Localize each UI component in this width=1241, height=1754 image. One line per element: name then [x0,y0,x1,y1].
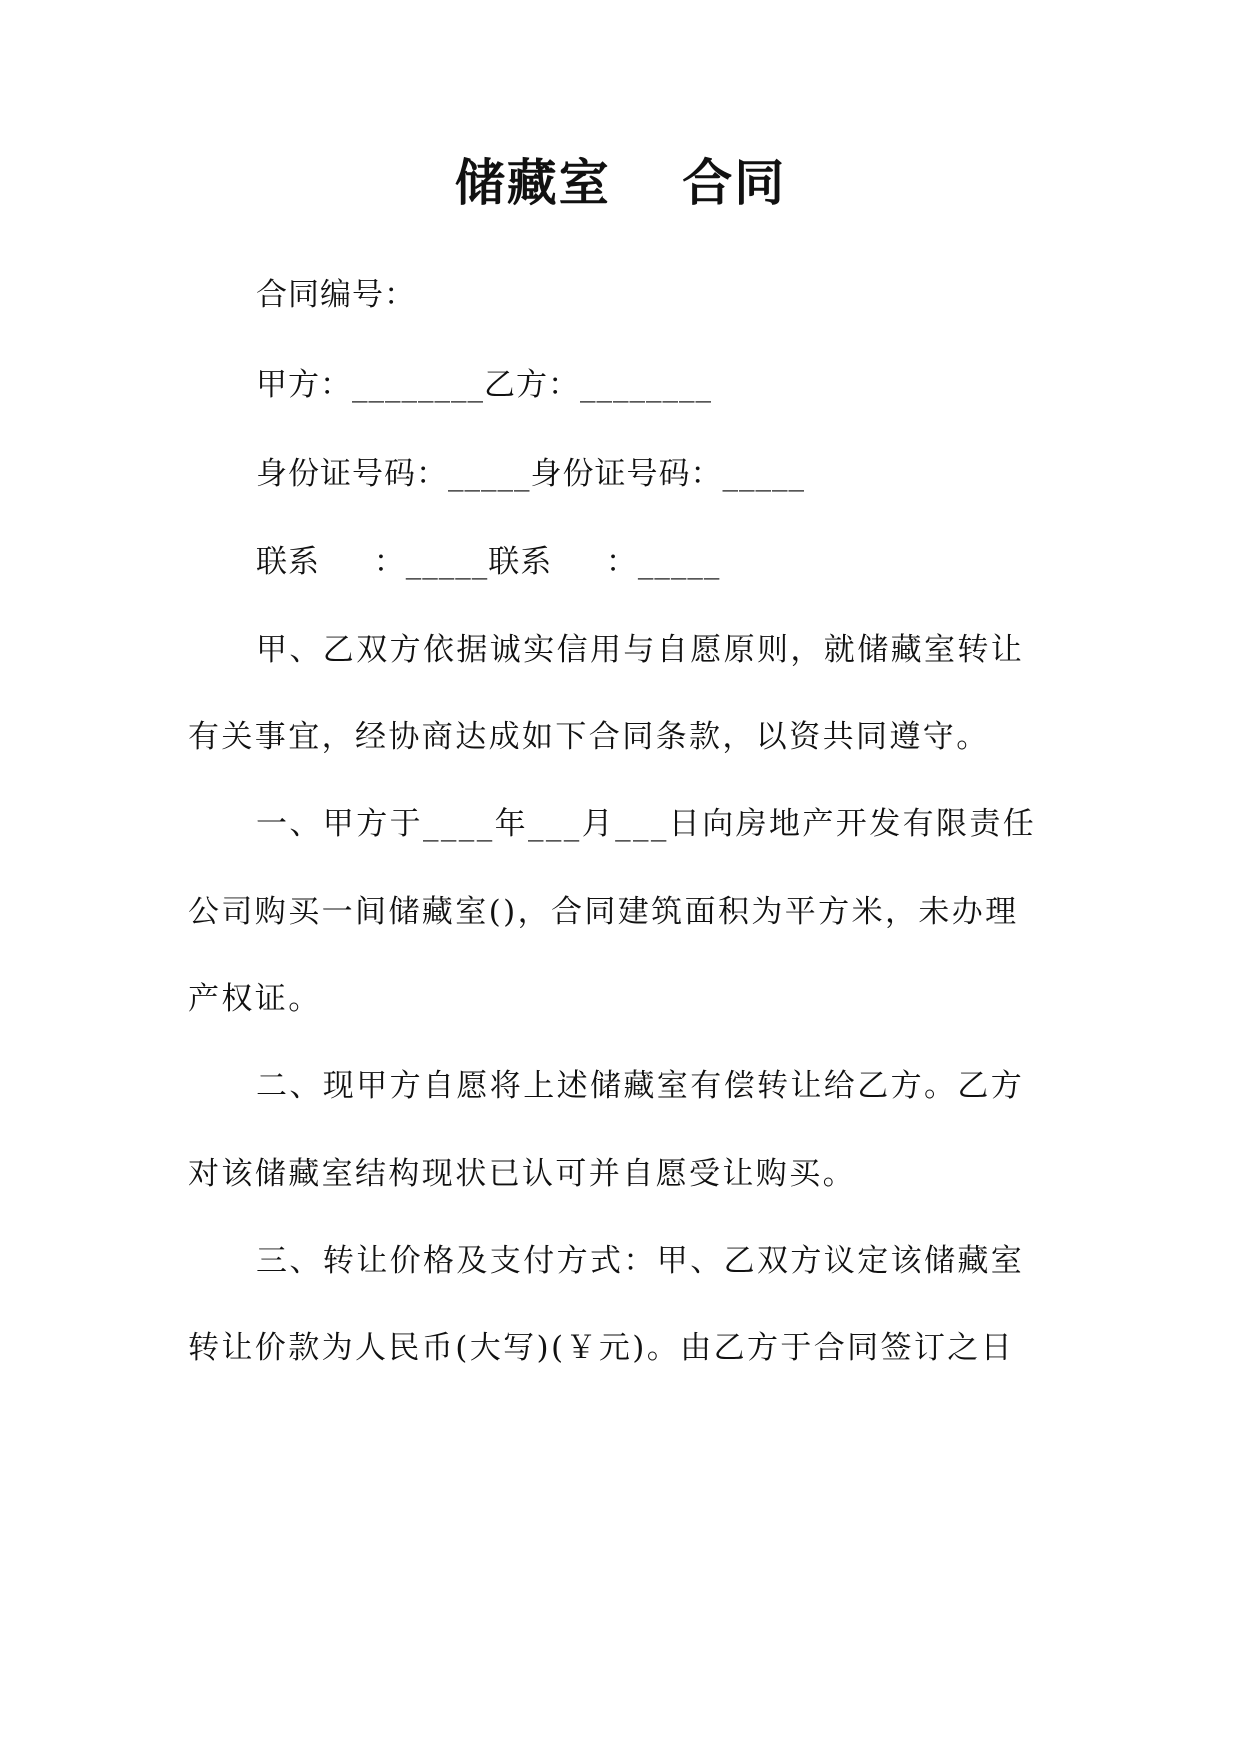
paragraph-line: 转让价款为人民币(大写)(￥元)。由乙方于合同签订之日 [188,1330,1015,1366]
paragraph-line: 有关事宜，经协商达成如下合同条款，以资共同遵守。 [188,719,990,755]
id-number-line: 身份证号码：_____身份证号码：_____ [256,456,805,492]
paragraph-line: 一、甲方于____年___月___日向房地产开发有限责任 [256,806,1037,842]
paragraph-line: 对该储藏室结构现状已认可并自愿受让购买。 [188,1156,856,1192]
paragraph-line: 产权证。 [188,981,322,1017]
contact-line: 联系 ：_____联系 ：_____ [256,544,721,580]
paragraph-line: 甲、乙双方依据诚实信用与自愿原则，就储藏室转让 [256,632,1025,668]
contract-number-label: 合同编号： [256,277,416,313]
paragraph-line: 二、现甲方自愿将上述储藏室有偿转让给乙方。乙方 [256,1068,1025,1104]
parties-line: 甲方：________乙方：________ [256,367,712,403]
paragraph-line: 公司购买一间储藏室()，合同建筑面积为平方米，未办理 [188,894,1019,930]
paragraph-line: 三、转让价格及支付方式：甲、乙双方议定该储藏室 [256,1243,1025,1279]
document-title: 储藏室 合同 [454,153,787,212]
